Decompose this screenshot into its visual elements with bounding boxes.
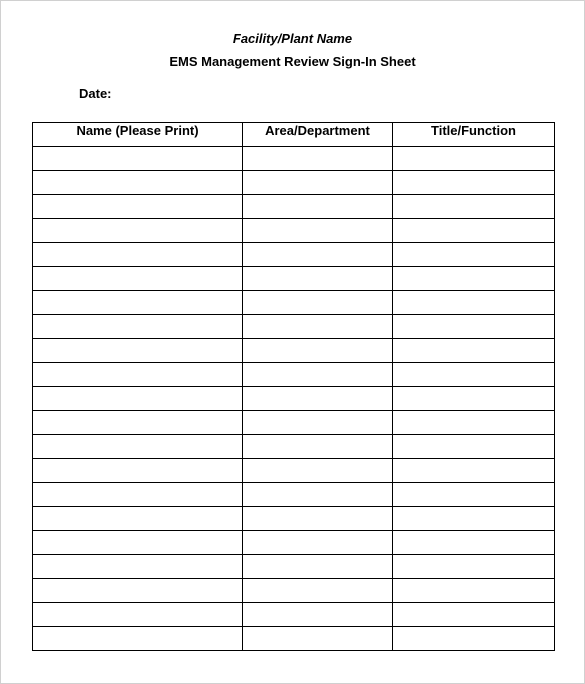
name-cell[interactable] (33, 315, 243, 339)
title-cell[interactable] (393, 243, 555, 267)
name-cell[interactable] (33, 435, 243, 459)
table-row (33, 147, 555, 171)
name-cell[interactable] (33, 291, 243, 315)
name-cell[interactable] (33, 459, 243, 483)
signin-table (32, 122, 555, 651)
area-cell[interactable] (243, 531, 393, 555)
name-cell[interactable] (33, 219, 243, 243)
name-cell[interactable] (33, 555, 243, 579)
area-cell[interactable] (243, 507, 393, 531)
title-cell[interactable] (393, 315, 555, 339)
table-row (33, 243, 555, 267)
title-cell[interactable] (393, 147, 555, 171)
table-header-row (33, 123, 555, 147)
name-cell[interactable] (33, 483, 243, 507)
area-cell[interactable] (243, 435, 393, 459)
table-row (33, 411, 555, 435)
area-cell[interactable] (243, 579, 393, 603)
title-cell[interactable] (393, 555, 555, 579)
title-cell[interactable] (393, 411, 555, 435)
facility-name-heading: Facility/Plant Name (232, 31, 353, 46)
area-cell[interactable] (243, 291, 393, 315)
name-cell[interactable] (33, 147, 243, 171)
title-cell[interactable] (393, 603, 555, 627)
sheet-title: EMS Management Review Sign-In Sheet (169, 54, 416, 69)
column-header-name: Name (Please Print) (33, 123, 243, 147)
title-cell[interactable] (393, 459, 555, 483)
area-cell[interactable] (243, 603, 393, 627)
area-cell[interactable] (243, 315, 393, 339)
table-row (33, 339, 555, 363)
title-cell[interactable] (393, 579, 555, 603)
name-cell[interactable] (33, 411, 243, 435)
name-cell[interactable] (33, 243, 243, 267)
area-cell[interactable] (243, 483, 393, 507)
title-cell[interactable] (393, 507, 555, 531)
name-cell[interactable] (33, 531, 243, 555)
column-header-title: Title/Function (393, 123, 555, 147)
table-row (33, 507, 555, 531)
name-cell[interactable] (33, 363, 243, 387)
table-row (33, 603, 555, 627)
area-cell[interactable] (243, 267, 393, 291)
area-cell[interactable] (243, 363, 393, 387)
table-row (33, 363, 555, 387)
date-label: Date: (79, 86, 112, 101)
table-row (33, 459, 555, 483)
title-cell[interactable] (393, 483, 555, 507)
name-cell[interactable] (33, 171, 243, 195)
table-row (33, 579, 555, 603)
name-cell[interactable] (33, 507, 243, 531)
column-header-area: Area/Department (243, 123, 393, 147)
title-cell[interactable] (393, 195, 555, 219)
table-row (33, 267, 555, 291)
title-cell[interactable] (393, 171, 555, 195)
table-row (33, 483, 555, 507)
name-cell[interactable] (33, 603, 243, 627)
title-cell[interactable] (393, 363, 555, 387)
title-cell[interactable] (393, 387, 555, 411)
title-cell[interactable] (393, 339, 555, 363)
name-cell[interactable] (33, 627, 243, 651)
area-cell[interactable] (243, 627, 393, 651)
area-cell[interactable] (243, 555, 393, 579)
name-cell[interactable] (33, 579, 243, 603)
table-row (33, 531, 555, 555)
table-row (33, 555, 555, 579)
area-cell[interactable] (243, 147, 393, 171)
title-cell[interactable] (393, 291, 555, 315)
title-cell[interactable] (393, 267, 555, 291)
area-cell[interactable] (243, 171, 393, 195)
area-cell[interactable] (243, 387, 393, 411)
table-row (33, 171, 555, 195)
name-cell[interactable] (33, 387, 243, 411)
name-cell[interactable] (33, 267, 243, 291)
title-cell[interactable] (393, 627, 555, 651)
area-cell[interactable] (243, 219, 393, 243)
area-cell[interactable] (243, 195, 393, 219)
title-cell[interactable] (393, 219, 555, 243)
area-cell[interactable] (243, 411, 393, 435)
area-cell[interactable] (243, 459, 393, 483)
signin-table-body (33, 147, 555, 651)
table-row (33, 315, 555, 339)
table-row (33, 219, 555, 243)
title-cell[interactable] (393, 531, 555, 555)
table-row (33, 435, 555, 459)
table-row (33, 291, 555, 315)
area-cell[interactable] (243, 339, 393, 363)
title-cell[interactable] (393, 435, 555, 459)
name-cell[interactable] (33, 339, 243, 363)
name-cell[interactable] (33, 195, 243, 219)
table-row (33, 195, 555, 219)
table-row (33, 627, 555, 651)
table-row (33, 387, 555, 411)
area-cell[interactable] (243, 243, 393, 267)
